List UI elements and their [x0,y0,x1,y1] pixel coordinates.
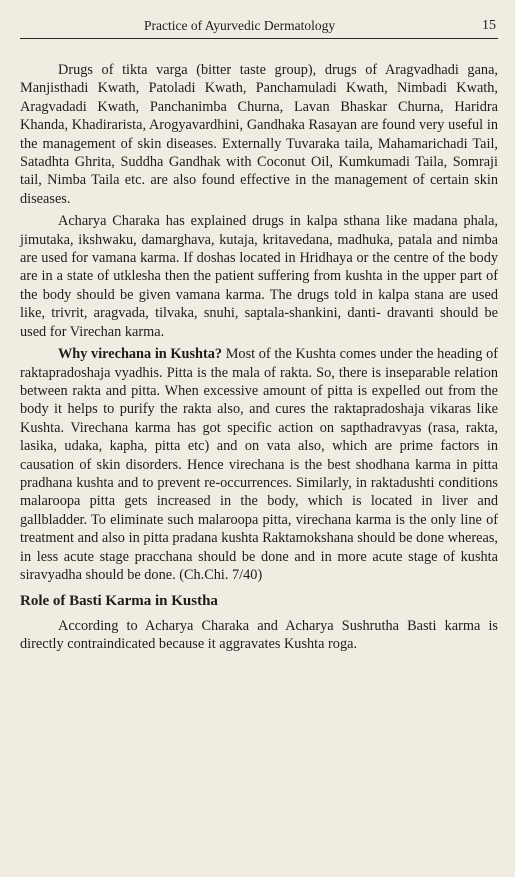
paragraph-virechana [20,345,498,584]
run-in-heading: Why virechana in Kushta? [58,346,223,363]
running-title: Practice of Ayurvedic Dermatology [144,18,336,33]
page-number: 15 [482,18,496,33]
section-heading: Role of Basti Karma in Kustha [20,593,218,610]
paragraph-basti: According to Acharya Charaka and Acharya Sushrutha Basti karma is directly contraindicated because it aggravates Kushta roga. [20,617,498,653]
page-header [20,16,498,39]
paragraph-drugs: Drugs of tikta varga (bitter taste group), drugs of Aragvadhadi gana, Manjisthadi Kwath, Patoladi Kwath, Panchamuladi Kwath, Nimbadi Kwath, Aragvadadi Kwath, Panchanimba Churna, Lavan Bhaskar Churna, Haridra Khanda, Khadirarista, Arogyavardhini, Gandhaka Rasayan are found very useful in the management of skin diseases. Externally Tuvaraka taila, Mahamarichadi Tail, Satadhta Ghrita, Suddha Gandhak with Coconut Oil, Kumkumadi Taila, Somraji tail, Nimba Taila etc. are also found effective in the management of certain skin diseases. [20,62,498,207]
paragraph-virechana-text: Most of the Kushta comes under the heading of raktapradoshaja vyadhis. Pitta is the mala of rakta. So, there is inseparable relation between rakta and pitta. When excessive amount of pitta is expelled out from the body it helps to purify the rakta also, and cures the raktapradoshaja vikaras like Kushta. Virechana karma has got specific action on sapthadravyas (rasa, rakta, lasika, udaka, kapha, pitta etc) and on vata also, which are prime factors in causation of skin disorders. Hence virechana is the best shodhana karma in pitta pradhana kushta and to prevent re-occurrences. Similarly, in raktadushti conditions malaroopa pitta gets increased in the body, which is located in liver and gallbladder. To eliminate such malaroopa pitta, virechana karma is the only line of treatment and also in pitta pradana kushta Raktamokshana should be done whereas, in less acute stage pracchana should be done and in more acute stage of kushta siravyadha should be done. (Ch.Chi. 7/40) [20,346,498,583]
paragraph-charaka: Acharya Charaka has explained drugs in kalpa sthana like madana phala, jimutaka, ikshwaku, damarghava, kutaja, kritavedana, madhuka, patala and nimba are used for vamana karma. If doshas located in Hridhaya or the centre of the body are in a state of utklesha then the patient suffering from kushta in the upper part of the body should be given vamana karma. The drugs told in kalpa stana are used like, trivrit, aragvada, tilvaka, snuhi, saptala-shankini, danti- dravanti should be used for Virechan karma. [20,213,498,340]
body-text [20,61,498,658]
